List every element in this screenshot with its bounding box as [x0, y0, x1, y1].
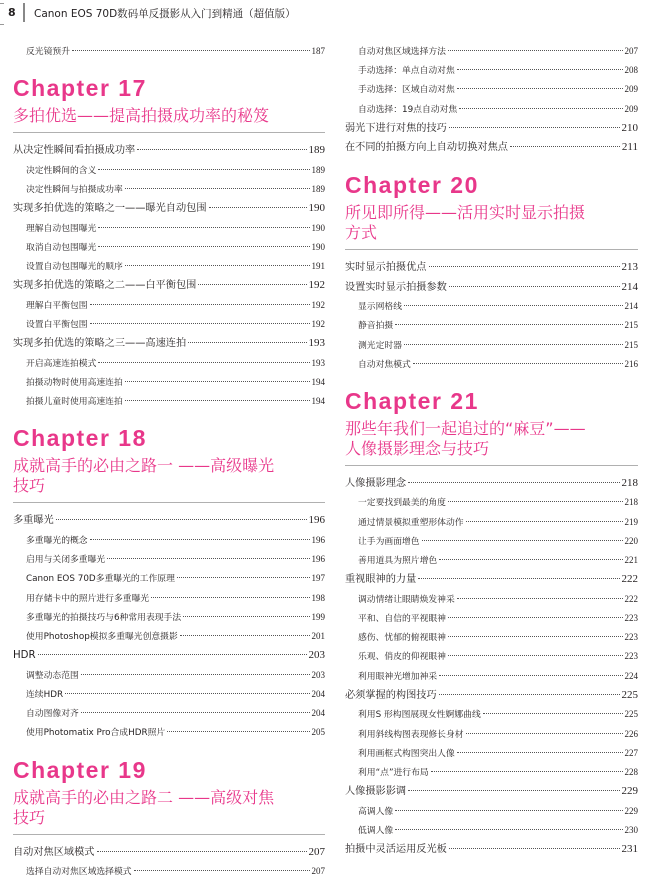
entry-page-number: 199	[311, 611, 325, 622]
dot-leader	[457, 752, 623, 753]
entry-title: 反光镜预升	[26, 47, 70, 57]
entry-title: 理解白平衡包围	[26, 300, 88, 311]
entry-title: 自动对焦区域选择方法	[358, 47, 446, 57]
entry-page-number: 205	[311, 727, 325, 738]
dot-leader	[90, 323, 310, 324]
entry-page-number: 209	[624, 84, 638, 95]
dot-leader	[466, 521, 623, 522]
chapter-block	[345, 172, 638, 250]
dot-leader	[81, 712, 310, 713]
entry-page-number: 223	[624, 651, 638, 662]
chapter-subtitle: 成就高手的必由之路一 ——高级曝光 技巧	[13, 456, 275, 496]
dot-leader	[459, 108, 622, 109]
entry-title: 连续HDR	[26, 689, 64, 700]
dot-leader	[448, 655, 623, 656]
toc-subsection-entry[interactable]	[345, 42, 638, 61]
entry-page-number: 215	[624, 320, 638, 331]
entry-title: 设置实时显示拍摄参数	[345, 281, 447, 293]
dot-leader	[98, 362, 309, 363]
toc-subsection-entry[interactable]	[13, 354, 325, 373]
toc-subsection-entry[interactable]	[13, 219, 325, 238]
page-number: 8	[8, 6, 16, 19]
dot-leader	[180, 635, 310, 636]
entry-page-number: 208	[624, 65, 638, 76]
entry-title: 自动图像对齐	[26, 709, 79, 720]
toc-section-entry[interactable]	[345, 474, 638, 494]
dot-leader	[98, 227, 309, 228]
toc-subsection-entry[interactable]	[345, 80, 638, 99]
entry-title: 拍摄儿童时使用高速连拍	[26, 397, 123, 408]
dot-leader	[90, 304, 310, 305]
dot-leader	[483, 713, 623, 714]
toc-section-entry[interactable]	[345, 138, 638, 158]
toc-section-entry[interactable]	[13, 843, 325, 863]
chapter-divider	[345, 249, 638, 250]
dot-leader	[90, 539, 310, 540]
dot-leader	[125, 381, 310, 382]
entry-page-number: 219	[624, 516, 638, 527]
dot-leader	[198, 284, 306, 285]
header-bracket	[0, 3, 4, 25]
toc-left-column	[13, 42, 325, 881]
entry-title: 决定性瞬间与拍摄成功率	[26, 184, 123, 195]
dot-leader	[167, 731, 309, 732]
entry-title: 手动选择：单点自动对焦	[358, 66, 455, 77]
dot-leader	[408, 482, 619, 483]
dot-leader	[413, 363, 623, 364]
entry-title: Canon EOS 70D多重曝光的工作原理	[26, 574, 175, 585]
entry-title: 在不同的拍摄方向上自动切换对焦点	[345, 142, 508, 154]
entry-page-number: 190	[311, 222, 325, 233]
toc-subsection-entry[interactable]	[345, 821, 638, 840]
entry-page-number: 210	[621, 121, 638, 134]
toc-subsection-entry[interactable]	[13, 161, 325, 180]
chapter-block	[13, 757, 325, 835]
toc-section-entry[interactable]	[13, 276, 325, 296]
toc-subsection-entry[interactable]	[345, 513, 638, 532]
entry-title: 必须掌握的构图技巧	[345, 689, 437, 701]
toc-subsection-entry[interactable]	[13, 315, 325, 334]
entry-title: 实现多拍优选的策略之一——曝光自动包围	[13, 203, 207, 215]
toc-subsection-entry[interactable]	[345, 744, 638, 763]
entry-title: 弱光下进行对焦的技巧	[345, 122, 447, 134]
toc-section-entry[interactable]	[345, 570, 638, 590]
dot-leader	[177, 577, 310, 578]
entry-title: 通过情景模拟重塑形体动作	[358, 517, 464, 528]
entry-title: 拍摄动物时使用高速连拍	[26, 378, 123, 389]
toc-subsection-entry[interactable]	[345, 493, 638, 512]
dot-leader	[134, 870, 310, 871]
dot-leader	[457, 69, 623, 70]
entry-page-number: 216	[624, 358, 638, 369]
toc-subsection-entry[interactable]	[13, 373, 325, 392]
entry-title: 设置自动包围曝光的顺序	[26, 262, 123, 273]
entry-page-number: 190	[311, 241, 325, 252]
chapter-divider	[13, 132, 325, 133]
toc-subsection-entry[interactable]	[13, 627, 325, 646]
entry-page-number: 193	[311, 357, 325, 368]
entry-page-number: 197	[311, 573, 325, 584]
dot-leader	[183, 616, 309, 617]
toc-subsection-entry[interactable]	[345, 61, 638, 80]
toc-subsection-entry[interactable]	[345, 551, 638, 570]
dot-leader	[448, 50, 623, 51]
toc-subsection-entry[interactable]	[13, 531, 325, 550]
entry-page-number: 218	[621, 476, 638, 489]
toc-subsection-entry[interactable]	[13, 238, 325, 257]
dot-leader	[38, 654, 307, 655]
dot-leader	[448, 501, 623, 502]
dot-leader	[395, 810, 622, 811]
entry-title: 多重曝光的拍摄技巧与6种常用表现手法	[26, 612, 182, 623]
entry-title: 调动情绪让眼睛焕发神采	[358, 594, 455, 605]
entry-title: 从决定性瞬间看拍摄成功率	[13, 145, 136, 157]
entry-title: 多重曝光	[13, 515, 54, 527]
entry-title: 一定要找到最美的角度	[358, 498, 446, 509]
dot-leader	[97, 851, 307, 852]
entry-page-number: 187	[311, 46, 325, 56]
dot-leader	[137, 149, 306, 150]
entry-page-number: 211	[621, 141, 638, 154]
dot-leader	[125, 188, 310, 189]
toc-subsection-entry[interactable]	[345, 763, 638, 782]
dot-leader	[125, 265, 310, 266]
entry-page-number: 189	[311, 164, 325, 175]
entry-title: 自动选择：19点自动对焦	[358, 104, 458, 115]
entry-page-number: 207	[311, 866, 325, 877]
entry-title: 乐观、俏皮的仰视眼神	[358, 652, 446, 663]
dot-leader	[125, 400, 310, 401]
toc-section-entry[interactable]	[345, 840, 638, 860]
entry-title: 决定性瞬间的含义	[26, 165, 97, 176]
entry-title: 拍摄中灵活运用反光板	[345, 844, 447, 856]
dot-leader	[98, 169, 309, 170]
dot-leader	[439, 675, 622, 676]
entry-page-number: 196	[311, 535, 325, 546]
toc-subsection-entry[interactable]	[13, 550, 325, 569]
entry-page-number: 193	[308, 337, 325, 350]
dot-leader	[510, 146, 620, 147]
entry-page-number: 204	[311, 688, 325, 699]
toc-subsection-entry[interactable]	[345, 355, 638, 374]
entry-title: 善用道具为照片增色	[358, 556, 438, 567]
toc-subsection-entry[interactable]	[13, 392, 325, 411]
entry-page-number: 214	[621, 280, 638, 293]
entry-title: 实现多拍优选的策略之三——高速连拍	[13, 338, 187, 350]
entry-title: 多重曝光的概念	[26, 536, 88, 547]
toc-subsection-entry[interactable]	[345, 705, 638, 724]
entry-title: 利用画框式构图突出人像	[358, 748, 455, 759]
toc-subsection-entry[interactable]	[13, 180, 325, 199]
chapter-label: Chapter 17	[13, 75, 147, 102]
entry-page-number: 196	[311, 554, 325, 565]
toc-subsection-entry[interactable]	[13, 666, 325, 685]
entry-page-number: 207	[624, 46, 638, 56]
toc-subsection-entry[interactable]	[13, 296, 325, 315]
dot-leader	[151, 597, 309, 598]
entry-title: 设置白平衡包围	[26, 320, 88, 331]
toc-subsection-entry[interactable]	[345, 628, 638, 647]
entry-page-number: 191	[311, 261, 325, 272]
toc-section-entry[interactable]	[345, 258, 638, 278]
toc-subsection-entry[interactable]	[345, 667, 638, 686]
entry-page-number: 209	[624, 103, 638, 114]
chapter-label: Chapter 20	[345, 171, 479, 198]
entry-page-number: 218	[624, 497, 638, 508]
toc-section-entry[interactable]	[13, 199, 325, 219]
entry-title: 利用S 形构图展现女性婀娜曲线	[358, 710, 481, 721]
page-header	[0, 0, 650, 28]
dot-leader	[81, 674, 310, 675]
toc-subsection-entry[interactable]	[13, 704, 325, 723]
dot-leader	[448, 617, 623, 618]
entry-title: 使用Photomatix Pro合成HDR照片	[26, 728, 166, 739]
entry-title: 人像摄影影调	[345, 786, 407, 798]
entry-page-number: 229	[624, 805, 638, 816]
dot-leader	[448, 636, 623, 637]
header-divider	[23, 3, 25, 22]
dot-leader	[466, 733, 623, 734]
dot-leader	[457, 88, 623, 89]
entry-title: 启用与关闭多重曝光	[26, 555, 106, 566]
entry-page-number: 204	[311, 708, 325, 719]
dot-leader	[449, 286, 620, 287]
entry-page-number: 215	[624, 339, 638, 350]
entry-title: 高调人像	[358, 806, 394, 817]
dot-leader	[449, 127, 620, 128]
toc-section-entry[interactable]	[345, 119, 638, 139]
dot-leader	[65, 693, 309, 694]
entry-title: HDR	[13, 650, 36, 662]
entry-page-number: 231	[621, 843, 638, 856]
entry-page-number: 192	[311, 299, 325, 310]
entry-page-number: 223	[624, 613, 638, 623]
chapter-label: Chapter 21	[345, 387, 479, 414]
chapter-divider	[345, 465, 638, 466]
dot-leader	[408, 790, 619, 791]
entry-title: 自动对焦区域模式	[13, 846, 95, 858]
entry-title: 利用“点”进行布局	[358, 767, 429, 778]
entry-page-number: 192	[311, 319, 325, 330]
chapter-subtitle: 成就高手的必由之路二 ——高级对焦 技巧	[13, 787, 275, 827]
book-title: Canon EOS 70D数码单反摄影从入门到精通（超值版）	[34, 8, 296, 20]
toc-subsection-entry[interactable]	[13, 685, 325, 704]
entry-title: 人像摄影理念	[345, 477, 407, 489]
entry-title: 显示网格线	[358, 302, 402, 313]
dot-leader	[56, 519, 307, 520]
entry-title: 重视眼神的力量	[345, 574, 417, 586]
dot-leader	[72, 50, 310, 51]
entry-title: 理解自动包围曝光	[26, 223, 97, 234]
entry-page-number: 192	[308, 279, 325, 292]
entry-page-number: 213	[621, 260, 638, 273]
chapter-subtitle: 那些年我们一起追过的“麻豆”—— 人像摄影理念与技巧	[345, 418, 586, 458]
entry-page-number: 226	[624, 728, 638, 739]
entry-page-number: 230	[624, 824, 638, 835]
dot-leader	[422, 540, 623, 541]
entry-page-number: 203	[308, 649, 325, 662]
entry-title: 取消自动包围曝光	[26, 242, 97, 253]
chapter-subtitle: 多拍优选——提高拍摄成功率的秘笈	[13, 106, 270, 126]
entry-page-number: 222	[624, 593, 638, 604]
toc-subsection-entry[interactable]	[345, 647, 638, 666]
chapter-label: Chapter 19	[13, 756, 147, 783]
dot-leader	[404, 344, 623, 345]
toc-section-entry[interactable]	[345, 686, 638, 706]
entry-page-number: 220	[624, 535, 638, 546]
chapter-label: Chapter 18	[13, 425, 147, 452]
toc-section-entry[interactable]	[13, 334, 325, 354]
entry-title: 让手为画面增色	[358, 536, 420, 547]
entry-page-number: 194	[311, 377, 325, 388]
entry-title: 静音拍摄	[358, 321, 394, 332]
entry-page-number: 221	[624, 555, 638, 566]
entry-title: 平和、自信的平视眼神	[358, 614, 446, 624]
entry-title: 利用斜线构图表现修长身材	[358, 729, 464, 740]
dot-leader	[395, 324, 622, 325]
chapter-divider	[13, 834, 325, 835]
entry-page-number: 227	[624, 747, 638, 758]
toc-subsection-entry[interactable]	[345, 802, 638, 821]
entry-title: 用存储卡中的照片进行多重曝光	[26, 593, 150, 604]
toc-subsection-entry[interactable]	[13, 723, 325, 742]
entry-page-number: 189	[308, 144, 325, 157]
entry-page-number: 203	[311, 669, 325, 680]
toc-subsection-entry[interactable]	[345, 297, 638, 316]
dot-leader	[98, 246, 309, 247]
entry-page-number: 196	[308, 514, 325, 527]
dot-leader	[431, 771, 623, 772]
entry-page-number: 201	[311, 630, 325, 641]
entry-title: 调整动态范围	[26, 670, 79, 681]
dot-leader	[418, 578, 619, 579]
dot-leader	[439, 559, 622, 560]
entry-page-number: 224	[624, 670, 638, 681]
entry-page-number: 214	[624, 301, 638, 312]
toc-subsection-entry[interactable]	[345, 725, 638, 744]
toc-right-column	[345, 42, 638, 860]
toc-section-entry[interactable]	[13, 141, 325, 161]
entry-title: 低调人像	[358, 825, 394, 836]
entry-title: 利用眼神光增加神采	[358, 671, 438, 682]
toc-subsection-entry[interactable]	[345, 590, 638, 609]
toc-subsection-entry[interactable]	[13, 257, 325, 276]
entry-page-number: 194	[311, 396, 325, 407]
chapter-block	[13, 75, 325, 133]
toc-section-entry[interactable]	[345, 278, 638, 298]
entry-title: 实现多拍优选的策略之二——白平衡包围	[13, 280, 197, 292]
toc-subsection-entry[interactable]	[345, 100, 638, 119]
chapter-block	[345, 388, 638, 466]
entry-page-number: 189	[311, 183, 325, 194]
entry-page-number: 225	[621, 688, 638, 701]
entry-page-number: 228	[624, 766, 638, 777]
entry-title: 使用Photoshop模拟多重曝光创意摄影	[26, 631, 178, 642]
toc-section-entry[interactable]	[345, 782, 638, 802]
toc-subsection-entry[interactable]	[13, 862, 325, 881]
entry-page-number: 207	[308, 845, 325, 858]
entry-page-number: 190	[308, 202, 325, 215]
toc-section-entry[interactable]	[13, 511, 325, 531]
toc-subsection-entry[interactable]	[13, 569, 325, 588]
entry-title: 感伤、忧郁的俯视眼神	[358, 633, 446, 644]
entry-title: 自动对焦模式	[358, 359, 411, 370]
entry-page-number: 229	[621, 785, 638, 798]
dot-leader	[449, 848, 620, 849]
entry-page-number: 222	[621, 573, 638, 586]
toc-subsection-entry[interactable]	[345, 316, 638, 335]
dot-leader	[395, 829, 622, 830]
toc-subsection-entry[interactable]	[345, 336, 638, 355]
entry-title: 开启高速连拍模式	[26, 358, 97, 369]
entry-page-number: 225	[624, 709, 638, 720]
entry-title: 测光定时器	[358, 340, 402, 351]
dot-leader	[107, 558, 309, 559]
dot-leader	[209, 207, 307, 208]
chapter-block	[13, 425, 325, 503]
dot-leader	[188, 342, 306, 343]
dot-leader	[429, 266, 620, 267]
entry-page-number: 223	[624, 632, 638, 643]
chapter-subtitle: 所见即所得——活用实时显示拍摄 方式	[345, 202, 586, 242]
entry-title: 选择自动对焦区域选择模式	[26, 867, 132, 878]
dot-leader	[404, 305, 623, 306]
toc-section-entry[interactable]	[13, 646, 325, 666]
dot-leader	[439, 694, 620, 695]
toc-subsection-entry[interactable]	[345, 532, 638, 551]
entry-title: 手动选择：区域自动对焦	[358, 85, 455, 96]
toc-subsection-entry[interactable]	[13, 42, 325, 61]
toc-subsection-entry[interactable]	[13, 589, 325, 608]
entry-title: 实时显示拍摄优点	[345, 261, 427, 273]
chapter-divider	[13, 502, 325, 503]
dot-leader	[457, 598, 623, 599]
toc-subsection-entry[interactable]	[345, 609, 638, 628]
entry-page-number: 198	[311, 592, 325, 603]
toc-subsection-entry[interactable]	[13, 608, 325, 627]
